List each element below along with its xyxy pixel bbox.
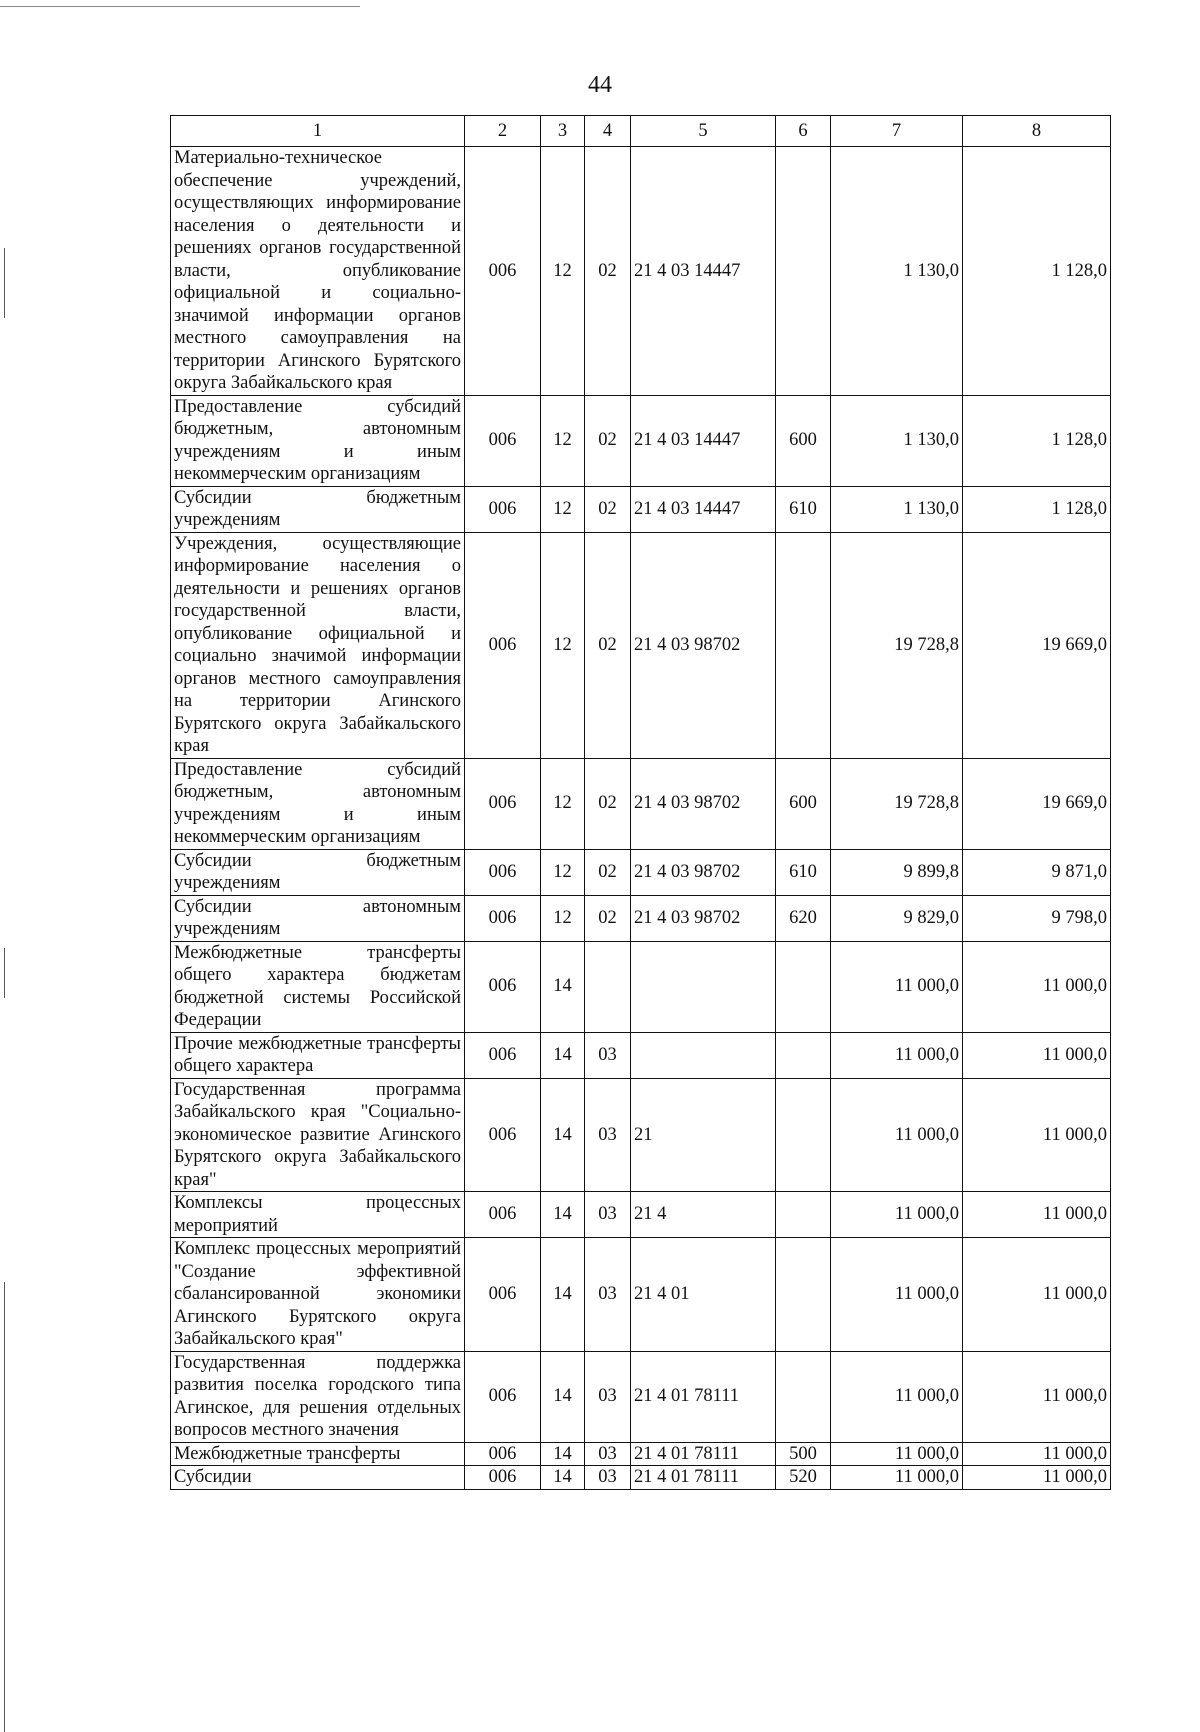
amount-year1-cell: 11 000,0 bbox=[831, 1351, 963, 1442]
column-header: 8 bbox=[963, 116, 1111, 147]
amount-year2-cell: 11 000,0 bbox=[963, 941, 1111, 1032]
expense-type-cell: 520 bbox=[776, 1466, 831, 1490]
ministry-code-cell: 006 bbox=[465, 1466, 541, 1490]
scan-artifact-line bbox=[0, 6, 360, 7]
subsection-code-cell: 02 bbox=[585, 395, 631, 486]
subsection-code-cell: 03 bbox=[585, 1238, 631, 1352]
amount-year2-cell: 19 669,0 bbox=[963, 532, 1111, 758]
table-row bbox=[171, 1192, 1111, 1238]
ministry-code-cell: 006 bbox=[465, 1078, 541, 1192]
subsection-code-cell: 02 bbox=[585, 895, 631, 941]
amount-year1-cell: 1 130,0 bbox=[831, 147, 963, 396]
scan-artifact-edge bbox=[4, 248, 5, 318]
column-header: 5 bbox=[631, 116, 776, 147]
ministry-code-cell: 006 bbox=[465, 395, 541, 486]
amount-year2-cell: 9 871,0 bbox=[963, 849, 1111, 895]
amount-year1-cell: 11 000,0 bbox=[831, 1466, 963, 1490]
section-code-cell: 12 bbox=[541, 895, 585, 941]
target-article-cell: 21 4 03 98702 bbox=[631, 532, 776, 758]
expense-type-cell bbox=[776, 532, 831, 758]
expense-type-cell: 600 bbox=[776, 758, 831, 849]
ministry-code-cell: 006 bbox=[465, 758, 541, 849]
section-code-cell: 12 bbox=[541, 849, 585, 895]
section-code-cell: 12 bbox=[541, 147, 585, 396]
expense-type-cell bbox=[776, 941, 831, 1032]
subsection-code-cell: 02 bbox=[585, 532, 631, 758]
expense-type-cell bbox=[776, 147, 831, 396]
target-article-cell: 21 4 03 14447 bbox=[631, 486, 776, 532]
expense-type-cell bbox=[776, 1238, 831, 1352]
item-name-cell: Учреждения, осуществляющие информирование населения о деятельности и решениях органов государственной власти, опубликование официальной и социально значимой информации органов местного самоуправления на территории Агинского Бурятского округа Забайкальского края bbox=[171, 532, 465, 758]
table-row bbox=[171, 1351, 1111, 1442]
ministry-code-cell: 006 bbox=[465, 895, 541, 941]
item-name-cell: Материально-техническое обеспечение учреждений, осуществляющих информирование населения о деятельности и решениях органов государственной власти, опубликование официальной и социально-значимой информации органов местного самоуправления на территории Агинского Бурятского округа Забайкальского края bbox=[171, 147, 465, 396]
amount-year1-cell: 11 000,0 bbox=[831, 1078, 963, 1192]
target-article-cell: 21 4 03 14447 bbox=[631, 395, 776, 486]
section-code-cell: 14 bbox=[541, 1351, 585, 1442]
subsection-code-cell: 03 bbox=[585, 1192, 631, 1238]
table-row bbox=[171, 895, 1111, 941]
section-code-cell: 14 bbox=[541, 1032, 585, 1078]
amount-year1-cell: 11 000,0 bbox=[831, 1032, 963, 1078]
amount-year2-cell: 9 798,0 bbox=[963, 895, 1111, 941]
amount-year1-cell: 19 728,8 bbox=[831, 532, 963, 758]
target-article-cell: 21 4 01 78111 bbox=[631, 1442, 776, 1466]
target-article-cell: 21 4 bbox=[631, 1192, 776, 1238]
amount-year2-cell: 11 000,0 bbox=[963, 1238, 1111, 1352]
budget-table bbox=[170, 115, 1111, 1490]
item-name-cell: Предоставление субсидий бюджетным, автономным учреждениям и иным некоммерческим организациям bbox=[171, 395, 465, 486]
page-number: 44 bbox=[588, 72, 612, 98]
amount-year1-cell: 11 000,0 bbox=[831, 941, 963, 1032]
ministry-code-cell: 006 bbox=[465, 849, 541, 895]
target-article-cell: 21 4 01 bbox=[631, 1238, 776, 1352]
table-row bbox=[171, 532, 1111, 758]
table-row bbox=[171, 147, 1111, 396]
column-header: 3 bbox=[541, 116, 585, 147]
ministry-code-cell: 006 bbox=[465, 486, 541, 532]
amount-year2-cell: 19 669,0 bbox=[963, 758, 1111, 849]
item-name-cell: Государственная поддержка развития поселка городского типа Агинское, для решения отдельных вопросов местного значения bbox=[171, 1351, 465, 1442]
item-name-cell: Комплекс процессных мероприятий "Создание эффективной сбалансированной экономики Агинского Бурятского округа Забайкальского края" bbox=[171, 1238, 465, 1352]
table-row bbox=[171, 1032, 1111, 1078]
subsection-code-cell: 03 bbox=[585, 1466, 631, 1490]
ministry-code-cell: 006 bbox=[465, 1238, 541, 1352]
table-row bbox=[171, 1442, 1111, 1466]
amount-year2-cell: 11 000,0 bbox=[963, 1078, 1111, 1192]
target-article-cell bbox=[631, 1032, 776, 1078]
amount-year1-cell: 11 000,0 bbox=[831, 1442, 963, 1466]
section-code-cell: 14 bbox=[541, 1238, 585, 1352]
table-row bbox=[171, 849, 1111, 895]
expense-type-cell: 500 bbox=[776, 1442, 831, 1466]
target-article-cell: 21 4 03 98702 bbox=[631, 895, 776, 941]
ministry-code-cell: 006 bbox=[465, 1442, 541, 1466]
expense-type-cell bbox=[776, 1351, 831, 1442]
item-name-cell: Межбюджетные трансферты bbox=[171, 1442, 465, 1466]
column-header: 4 bbox=[585, 116, 631, 147]
table-row bbox=[171, 758, 1111, 849]
amount-year1-cell: 9 899,8 bbox=[831, 849, 963, 895]
section-code-cell: 14 bbox=[541, 1466, 585, 1490]
amount-year1-cell: 1 130,0 bbox=[831, 486, 963, 532]
table-row bbox=[171, 486, 1111, 532]
amount-year1-cell: 11 000,0 bbox=[831, 1192, 963, 1238]
ministry-code-cell: 006 bbox=[465, 941, 541, 1032]
ministry-code-cell: 006 bbox=[465, 147, 541, 396]
column-header: 1 bbox=[171, 116, 465, 147]
item-name-cell: Субсидии бюджетным учреждениям bbox=[171, 849, 465, 895]
scan-artifact-edge bbox=[4, 948, 5, 998]
column-header: 7 bbox=[831, 116, 963, 147]
subsection-code-cell: 02 bbox=[585, 758, 631, 849]
section-code-cell: 12 bbox=[541, 532, 585, 758]
amount-year2-cell: 1 128,0 bbox=[963, 486, 1111, 532]
subsection-code-cell bbox=[585, 941, 631, 1032]
table-row bbox=[171, 1238, 1111, 1352]
table-header-row bbox=[171, 116, 1111, 147]
column-header: 6 bbox=[776, 116, 831, 147]
table-row bbox=[171, 1078, 1111, 1192]
ministry-code-cell: 006 bbox=[465, 1351, 541, 1442]
subsection-code-cell: 03 bbox=[585, 1442, 631, 1466]
section-code-cell: 14 bbox=[541, 1442, 585, 1466]
target-article-cell: 21 bbox=[631, 1078, 776, 1192]
item-name-cell: Государственная программа Забайкальского края "Социально-экономическое развитие Агинского Бурятского округа Забайкальского края" bbox=[171, 1078, 465, 1192]
subsection-code-cell: 03 bbox=[585, 1032, 631, 1078]
item-name-cell: Субсидии bbox=[171, 1466, 465, 1490]
target-article-cell: 21 4 01 78111 bbox=[631, 1351, 776, 1442]
expense-type-cell bbox=[776, 1192, 831, 1238]
amount-year2-cell: 1 128,0 bbox=[963, 395, 1111, 486]
item-name-cell: Межбюджетные трансферты общего характера бюджетам бюджетной системы Российской Федерации bbox=[171, 941, 465, 1032]
amount-year2-cell: 1 128,0 bbox=[963, 147, 1111, 396]
item-name-cell: Субсидии бюджетным учреждениям bbox=[171, 486, 465, 532]
expense-type-cell bbox=[776, 1032, 831, 1078]
ministry-code-cell: 006 bbox=[465, 532, 541, 758]
table-row bbox=[171, 395, 1111, 486]
subsection-code-cell: 02 bbox=[585, 147, 631, 396]
amount-year1-cell: 1 130,0 bbox=[831, 395, 963, 486]
section-code-cell: 12 bbox=[541, 486, 585, 532]
section-code-cell: 12 bbox=[541, 758, 585, 849]
scan-artifact-edge bbox=[4, 1282, 5, 1732]
ministry-code-cell: 006 bbox=[465, 1192, 541, 1238]
target-article-cell: 21 4 03 98702 bbox=[631, 849, 776, 895]
column-header: 2 bbox=[465, 116, 541, 147]
amount-year1-cell: 9 829,0 bbox=[831, 895, 963, 941]
table-row bbox=[171, 941, 1111, 1032]
expense-type-cell: 610 bbox=[776, 849, 831, 895]
amount-year2-cell: 11 000,0 bbox=[963, 1351, 1111, 1442]
expense-type-cell bbox=[776, 1078, 831, 1192]
section-code-cell: 14 bbox=[541, 1192, 585, 1238]
section-code-cell: 12 bbox=[541, 395, 585, 486]
section-code-cell: 14 bbox=[541, 1078, 585, 1192]
amount-year2-cell: 11 000,0 bbox=[963, 1192, 1111, 1238]
subsection-code-cell: 03 bbox=[585, 1351, 631, 1442]
target-article-cell: 21 4 03 14447 bbox=[631, 147, 776, 396]
subsection-code-cell: 03 bbox=[585, 1078, 631, 1192]
amount-year2-cell: 11 000,0 bbox=[963, 1466, 1111, 1490]
amount-year2-cell: 11 000,0 bbox=[963, 1442, 1111, 1466]
target-article-cell: 21 4 03 98702 bbox=[631, 758, 776, 849]
expense-type-cell: 610 bbox=[776, 486, 831, 532]
subsection-code-cell: 02 bbox=[585, 849, 631, 895]
expense-type-cell: 620 bbox=[776, 895, 831, 941]
subsection-code-cell: 02 bbox=[585, 486, 631, 532]
amount-year2-cell: 11 000,0 bbox=[963, 1032, 1111, 1078]
target-article-cell bbox=[631, 941, 776, 1032]
item-name-cell: Субсидии автономным учреждениям bbox=[171, 895, 465, 941]
section-code-cell: 14 bbox=[541, 941, 585, 1032]
target-article-cell: 21 4 01 78111 bbox=[631, 1466, 776, 1490]
item-name-cell: Предоставление субсидий бюджетным, автономным учреждениям и иным некоммерческим организациям bbox=[171, 758, 465, 849]
table-body bbox=[171, 147, 1111, 1490]
ministry-code-cell: 006 bbox=[465, 1032, 541, 1078]
item-name-cell: Прочие межбюджетные трансферты общего характера bbox=[171, 1032, 465, 1078]
expense-type-cell: 600 bbox=[776, 395, 831, 486]
amount-year1-cell: 11 000,0 bbox=[831, 1238, 963, 1352]
item-name-cell: Комплексы процессных мероприятий bbox=[171, 1192, 465, 1238]
amount-year1-cell: 19 728,8 bbox=[831, 758, 963, 849]
table-row bbox=[171, 1466, 1111, 1490]
